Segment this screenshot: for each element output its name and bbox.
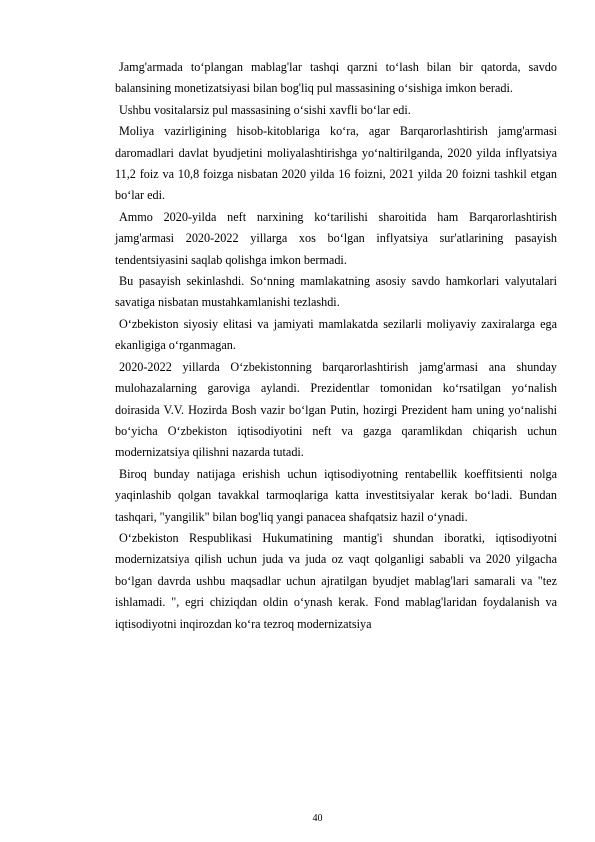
paragraph-7: 2020-2022 yillarda O‘zbekistonning barqarorlashtirish jamg'armasi ana shunday mulohazalarning garoviga aylandi. Prezidentlar tomonidan ko‘rsatilgan yo‘nalish doirasida V.V. Hozirda Bosh vazir bo‘lgan Putin, hozirgi Prezident ham uning yo‘nalishi bo‘yicha O‘zbekiston iqtisodiyotini neft va gazga qaramlikdan chiqarish uchun modernizatsiya qilishni nazarda tutadi. <box>115 359 557 460</box>
paragraph-3: Moliya vazirligining hisob-kitoblariga ko‘ra, agar Barqarorlashtirish jamg'armasi daromadlari davlat byudjetini moliyalashtirishga yo‘naltirilganda, 2020 yilda inflyatsiya 11,2 foiz va 10,8 foizga nisbatan 2020 yilda 16 foizni, 2021 yilda 20 foizni tashkil etgan bo‘lar edi. <box>115 124 557 203</box>
page-body <box>115 57 557 635</box>
paragraph-9: O‘zbekiston Respublikasi Hukumatining mantig'i shundan iboratki, iqtisodiyotni modernizatsiya qilish uchun juda va juda oz vaqt qolganligi sababli va 2020 yilgacha bo‘lgan davrda ushbu maqsadlar uchun ajratilgan byudjet mablag'lari samarali va "tez ishlamadi. ", egri chiziqdan oldin o‘ynash kerak. Fond mablag'laridan foydalanish va iqtisodiyotni inqirozdan ko‘ra tezroq modernizatsiya <box>115 530 557 631</box>
paragraph-1: Jamg'armada to‘plangan mablag'lar tashqi qarzni to‘lash bilan bir qatorda, savdo balansining monetizatsiyasi bilan bog'liq pul massasining o‘sishiga imkon beradi. <box>115 60 557 96</box>
paragraph-6: O‘zbekiston siyosiy elitasi va jamiyati mamlakatda sezilarli moliyaviy zaxiralarga ega ekanligiga o‘rganmagan. <box>115 316 557 353</box>
page-number: 40 <box>312 813 323 824</box>
paragraph-5: Bu pasayish sekinlashdi. So‘nning mamlakatning asosiy savdo hamkorlari valyutalari savatiga nisbatan mustahkamlanishi tezlashdi. <box>115 274 557 310</box>
paragraph-8: Biroq bunday natijaga erishish uchun iqtisodiyotning rentabellik koeffitsienti nolga yaqinlashib qolgan tavakkal tarmoqlariga katta investitsiyalar kerak bo‘ladi. Bundan tashqari, "yangilik" bilan bog'liq yangi panacea shafqatsiz hazil o‘ynadi. <box>115 466 557 524</box>
paragraph-4: Ammo 2020-yilda neft narxining ko‘tarilishi sharoitida ham Barqarorlashtirish jamg'armasi 2020-2022 yillarga xos bo‘lgan inflyatsiya sur'atlarining pasayish tendentsiyasini saqlab qolishga imkon bermadi. <box>115 209 557 267</box>
paragraph-2: Ushbu vositalarsiz pul massasining o‘sishi xavfli bo‘lar edi. <box>119 102 411 117</box>
